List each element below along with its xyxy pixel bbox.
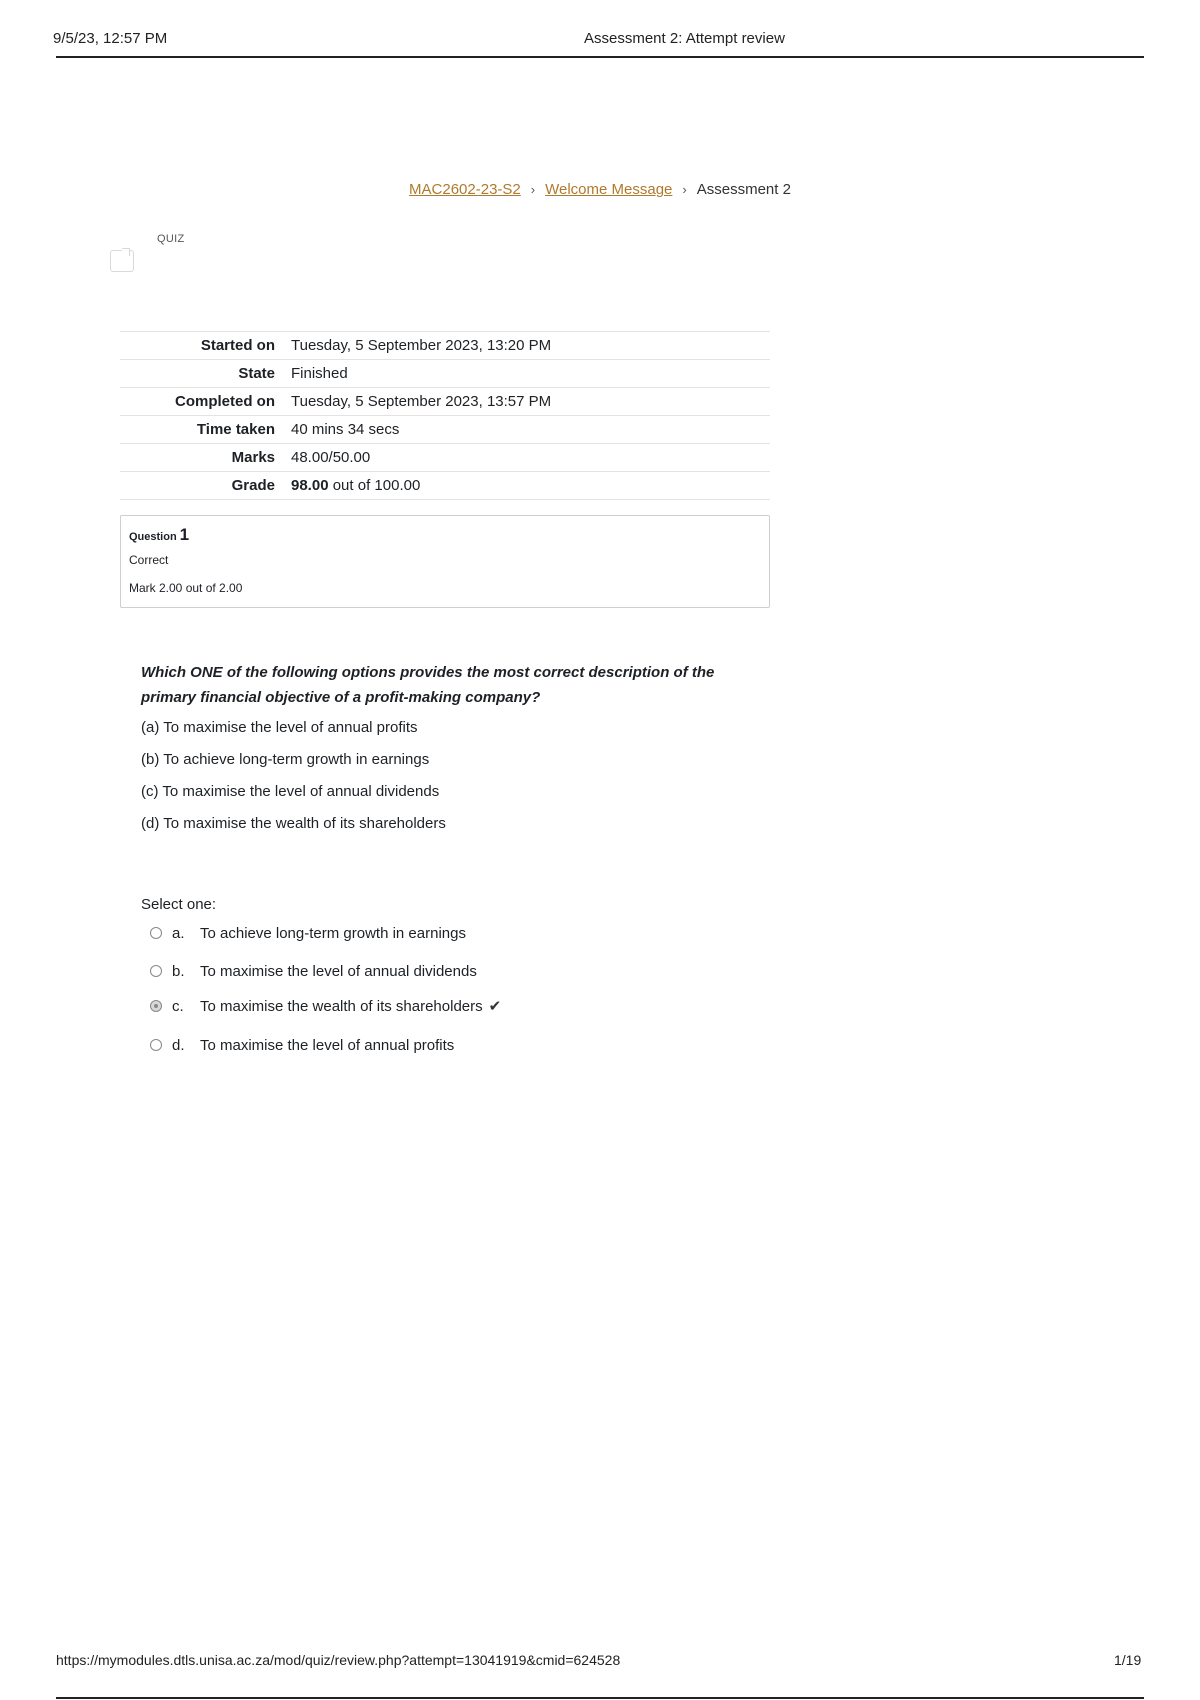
print-page-title: Assessment 2: Attempt review [584, 30, 785, 47]
grade-score: 98.00 [291, 477, 329, 494]
chevron-right-icon: › [530, 182, 536, 197]
answer-letter: a. [172, 924, 185, 942]
summary-label: Marks [231, 449, 275, 466]
radio-icon[interactable] [150, 965, 162, 977]
summary-row-time-taken [120, 416, 770, 444]
question-state: Correct [129, 553, 169, 567]
radio-icon[interactable] [150, 1000, 162, 1012]
answer-letter: b. [172, 962, 185, 980]
summary-label: State [238, 365, 275, 382]
question-text-line: Which ONE of the following options provides the most correct description of the [141, 664, 715, 681]
print-footer-url: https://mymodules.dtls.unisa.ac.za/mod/quiz/review.php?attempt=13041919&cmid=624528 [56, 1652, 621, 1668]
summary-value: 48.00/50.00 [291, 449, 371, 466]
breadcrumb-section-link[interactable]: Welcome Message [545, 181, 673, 198]
summary-label: Started on [200, 337, 275, 354]
activity-type-label: QUIZ [157, 233, 185, 245]
select-one-prompt: Select one: [141, 896, 217, 913]
grade-suffix: out of 100.00 [332, 477, 421, 494]
print-page-number: 1/19 [1114, 1652, 1142, 1668]
radio-icon[interactable] [150, 1039, 162, 1051]
summary-label: Time taken [196, 421, 275, 438]
question-number [129, 525, 189, 545]
summary-row-marks [120, 444, 770, 472]
answer-text: To achieve long-term growth in earnings [200, 924, 466, 942]
summary-value: Tuesday, 5 September 2023, 13:20 PM [291, 337, 552, 354]
header-rule [56, 56, 1144, 58]
summary-row-completed [120, 388, 770, 416]
radio-icon[interactable] [150, 927, 162, 939]
question-mark: Mark 2.00 out of 2.00 [129, 581, 243, 595]
question-option: (c) To maximise the level of annual dividends [141, 783, 440, 800]
summary-row-grade [120, 472, 770, 500]
question-label: Question [129, 531, 177, 543]
breadcrumb [0, 181, 1200, 198]
breadcrumb-course-link[interactable]: MAC2602-23-S2 [409, 181, 521, 198]
breadcrumb-current: Assessment 2 [696, 181, 791, 198]
summary-value: Finished [291, 365, 348, 382]
question-option: (b) To achieve long-term growth in earnings [141, 751, 430, 768]
check-icon: ✔ [488, 998, 502, 1015]
question-text-line: primary financial objective of a profit-making company? [141, 689, 541, 706]
summary-row-started [120, 332, 770, 360]
question-text [141, 660, 741, 710]
summary-row-state [120, 360, 770, 388]
question-number-value: 1 [179, 525, 190, 544]
answer-choice-b[interactable] [150, 960, 477, 982]
question-option: (a) To maximise the level of annual profits [141, 719, 418, 736]
question-info-box [120, 515, 770, 608]
print-datetime: 9/5/23, 12:57 PM [53, 30, 168, 47]
answer-letter: d. [172, 1036, 185, 1054]
attempt-summary-table [120, 331, 770, 500]
answer-letter: c. [172, 997, 184, 1015]
answer-choice-c[interactable] [150, 995, 501, 1017]
summary-label: Completed on [175, 393, 275, 410]
answer-text: To maximise the level of annual dividends [200, 962, 477, 980]
answer-text: To maximise the level of annual profits [200, 1036, 455, 1054]
summary-label: Grade [231, 477, 275, 494]
chevron-right-icon: › [682, 182, 687, 197]
answer-choice-d[interactable] [150, 1034, 454, 1056]
summary-value: 40 mins 34 secs [291, 421, 400, 438]
question-option: (d) To maximise the wealth of its shareholders [141, 815, 446, 832]
quiz-icon [110, 250, 134, 272]
answer-text: To maximise the wealth of its shareholders [200, 997, 483, 1015]
summary-value [291, 472, 770, 500]
answer-choice-a[interactable] [150, 922, 466, 944]
summary-value: Tuesday, 5 September 2023, 13:57 PM [291, 393, 552, 410]
footer-rule [56, 1697, 1144, 1699]
